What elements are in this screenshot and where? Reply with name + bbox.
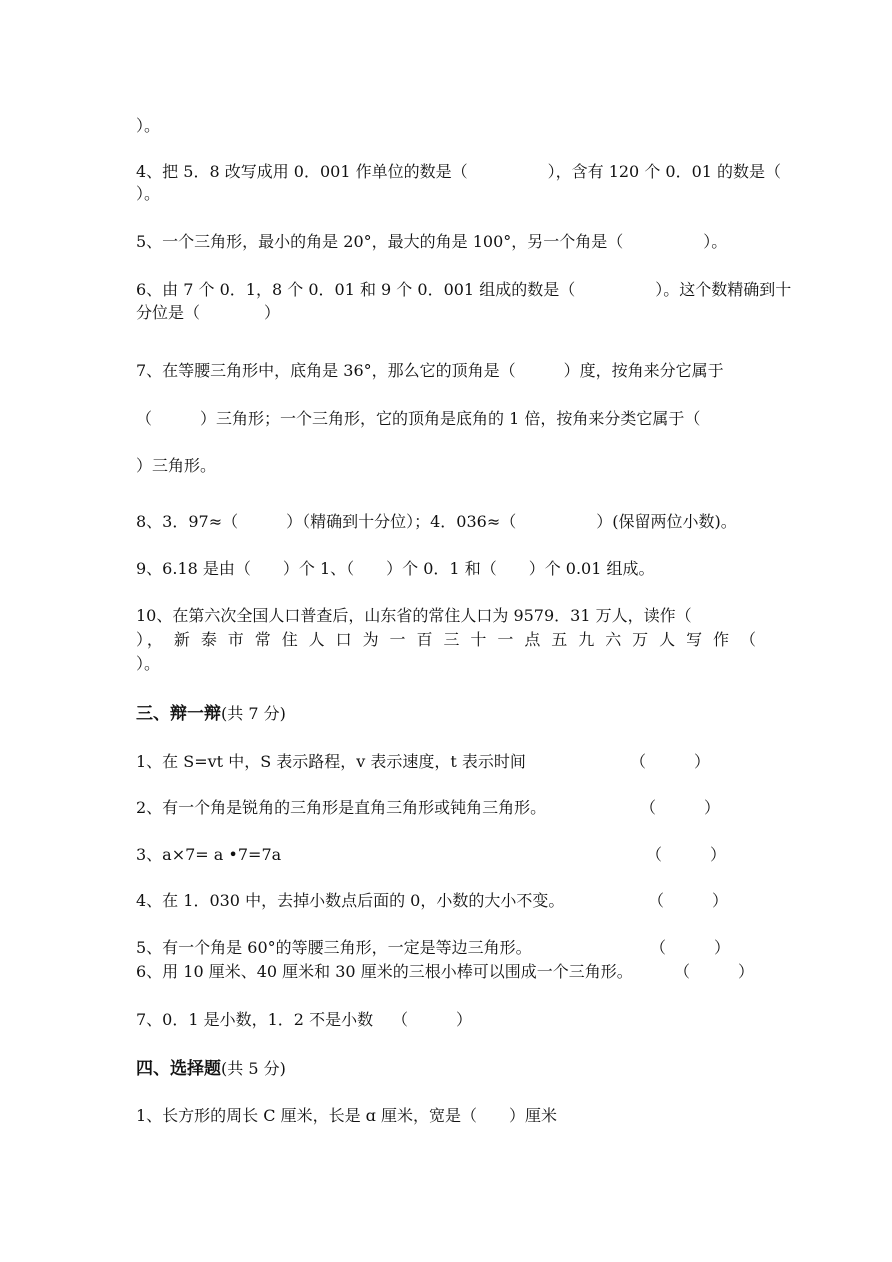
judge-item-6: 6、用 10 厘米、40 厘米和 30 厘米的三根小棒可以围成一个三角形。 xyxy=(136,962,633,981)
question-7-line-1: 7、在等腰三角形中，底角是 36°，那么它的顶角是（ ）度，按角来分它属于 xyxy=(136,361,724,380)
question-6-line-2: 分位是（ ） xyxy=(136,303,281,322)
question-8: 8、3．97≈（ ）（精确到十分位）；4．036≈（ ）(保留两位小数)。 xyxy=(136,512,737,531)
answer-blank: （ ） xyxy=(674,962,755,981)
question-5: 5、一个三角形，最小的角是 20°，最大的角是 100°，另一个角是（ ）。 xyxy=(136,232,728,251)
judge-item-7: 7、0．1 是小数，1．2 不是小数 xyxy=(136,1010,374,1029)
section-4-points: (共 5 分) xyxy=(221,1059,286,1078)
judge-item-5: 5、有一个角是 60°的等腰三角形，一定是等边三角形。 xyxy=(136,938,532,957)
question-7-line-3: ）三角形。 xyxy=(136,456,217,475)
section-4-heading xyxy=(136,1059,286,1079)
question-4-line-1: 4、把 5．8 改写成用 0．001 作单位的数是（ ），含有 120 个 0．01 的数是（ xyxy=(136,162,782,181)
section-3-points: (共 7 分) xyxy=(221,704,286,723)
question-9: 9、6.18 是由（ ）个 1、（ ）个 0．1 和（ ）个 0.01 组成。 xyxy=(136,559,655,578)
choice-item-1: 1、长方形的周长 C 厘米，长是 ɑ 厘米，宽是（ ）厘米 xyxy=(136,1106,558,1125)
section-3-title: 三、辩一辩 xyxy=(136,704,221,724)
answer-blank: （ ） xyxy=(648,891,729,910)
question-7-line-2: （ ）三角形；一个三角形，它的顶角是底角的 1 倍，按角来分类它属于（ xyxy=(136,409,701,428)
section-3-heading xyxy=(136,704,286,724)
question-6-line-1: 6、由 7 个 0．1，8 个 0．01 和 9 个 0．001 组成的数是（ ）。这个数精确到十 xyxy=(136,280,792,299)
answer-blank: （ ） xyxy=(650,938,731,957)
text-line: ）。 xyxy=(136,116,161,135)
judge-item-3: 3、a×7= a •7=7a xyxy=(136,845,282,864)
question-10-line-3: ）。 xyxy=(136,654,161,673)
section-4-title: 四、选择题 xyxy=(136,1059,221,1079)
judge-item-1: 1、在 S=vt 中，S 表示路程，v 表示速度，t 表示时间 xyxy=(136,752,526,771)
question-10-line-2: ）， 新 泰 市 常 住 人 口 为 一 百 三 十 一 点 五 九 六 万 人 写 作 （ xyxy=(136,630,756,649)
answer-blank: （ ） xyxy=(392,1010,473,1029)
answer-blank: （ ） xyxy=(640,798,721,817)
judge-item-2: 2、有一个角是锐角的三角形是直角三角形或钝角三角形。 xyxy=(136,798,547,817)
question-4-line-2: ）。 xyxy=(136,184,161,203)
answer-blank: （ ） xyxy=(646,845,727,864)
judge-item-4: 4、在 1．030 中，去掉小数点后面的 0，小数的大小不变。 xyxy=(136,891,565,910)
answer-blank: （ ） xyxy=(630,752,711,771)
question-10-line-1: 10、在第六次全国人口普查后，山东省的常住人口为 9579．31 万人，读作（ xyxy=(136,606,692,625)
